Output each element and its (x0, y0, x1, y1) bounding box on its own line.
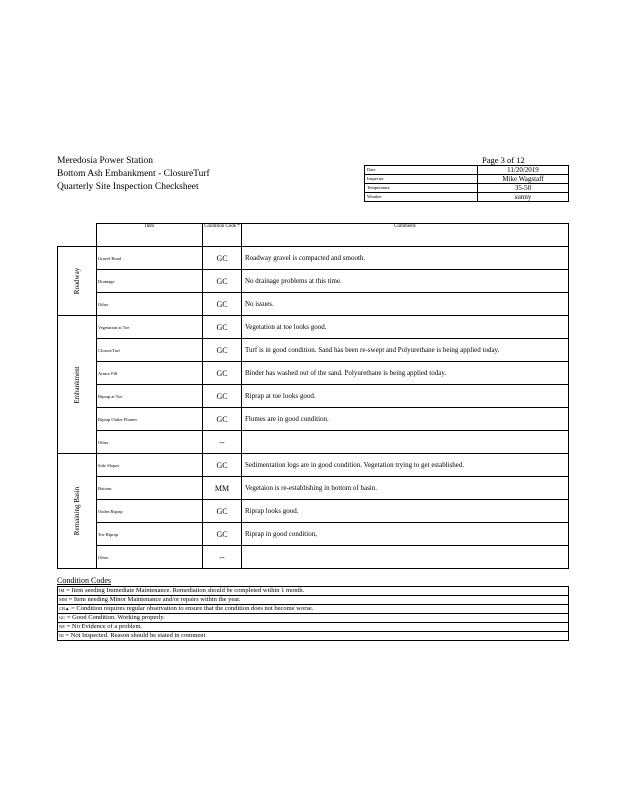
code-cell: GC (203, 408, 242, 431)
info-value: 35-50 (478, 184, 569, 193)
comment-cell: Riprap in good condition, (242, 523, 569, 546)
item-cell: Other (97, 546, 203, 569)
info-value: Mike Wagstaff (478, 175, 569, 184)
project-name: Bottom Ash Embankment - ClosureTurf (57, 169, 210, 179)
code-abbr: NE (59, 624, 65, 629)
condition-codes-table (57, 586, 569, 641)
item-cell: Armor Fill (97, 362, 203, 385)
code-cell: GC (203, 523, 242, 546)
table-row (58, 293, 569, 316)
comments-column-header: Comments (242, 224, 569, 247)
station-name: Meredosia Power Station (57, 156, 154, 166)
item-cell: Gravel Road (97, 247, 203, 270)
comment-cell: Turf is in good condition. Sand has been re-swept and Polyurethane is being applied today. (242, 339, 569, 362)
code-abbr: NI (59, 633, 64, 638)
table-row (58, 431, 569, 454)
code-abbr: CB▲ (59, 606, 70, 611)
comment-cell: Sedimentation logs are in good condition. Vegetation trying to get established. (242, 454, 569, 477)
table-row (58, 339, 569, 362)
code-cell: GC (203, 500, 242, 523)
comment-cell: No issues. (242, 293, 569, 316)
table-row (58, 270, 569, 293)
item-cell: Riprap at Toe (97, 385, 203, 408)
table-row (58, 523, 569, 546)
table-header-row (58, 224, 569, 247)
code-cell: GC (203, 316, 242, 339)
comment-cell: No drainage problems at this time. (242, 270, 569, 293)
info-label: Weather (365, 193, 478, 202)
section-remaining-basin (58, 454, 97, 569)
comment-cell: Vegetaion is re-establishing in bottom of basin. (242, 477, 569, 500)
table-row (58, 500, 569, 523)
table-row (58, 546, 569, 569)
item-cell: Other (97, 431, 203, 454)
table-row (58, 362, 569, 385)
comment-cell: Riprap looks good. (242, 500, 569, 523)
code-cell: GC (203, 339, 242, 362)
code-cell: -- (203, 546, 242, 569)
table-row (58, 316, 569, 339)
table-row (58, 385, 569, 408)
page-number: Page 3 of 12 (482, 155, 525, 165)
section-label: Roadway (73, 267, 81, 295)
section-label: Embankment (73, 365, 81, 404)
item-cell: Toe Riprap (97, 523, 203, 546)
comment-cell: Roadway gravel is compacted and smooth. (242, 247, 569, 270)
inspection-info-table (364, 165, 569, 202)
code-abbr: IM (59, 588, 65, 593)
item-cell: Bottom (97, 477, 203, 500)
section-label: Remaining Basin (73, 486, 81, 536)
sheet-title: Quarterly Site Inspection Checksheet (57, 182, 199, 192)
code-cell: GC (203, 385, 242, 408)
table-row (58, 454, 569, 477)
comment-cell (242, 431, 569, 454)
code-row (58, 587, 569, 596)
code-desc: = Item needing Minor Maintenance and/or repairs within the year. (68, 596, 241, 603)
code-cell: MM (203, 477, 242, 500)
code-cell: GC (203, 247, 242, 270)
code-cell: -- (203, 431, 242, 454)
info-label: Inspector (365, 175, 478, 184)
info-label: Date (365, 166, 478, 175)
item-cell: Outlet Riprap (97, 500, 203, 523)
code-desc: = Not Inspected. Reason should be stated in comment (65, 632, 206, 639)
code-abbr: MM (59, 597, 68, 602)
item-column-header: Item (97, 224, 203, 247)
code-desc: = Good Condition. Working properly. (66, 614, 165, 621)
info-value: 11/20/2019 (478, 166, 569, 175)
item-cell: Side Slopes (97, 454, 203, 477)
item-cell: Drainage (97, 270, 203, 293)
comment-cell: Vegetation at toe looks good. (242, 316, 569, 339)
info-value: sunny (478, 193, 569, 202)
code-row (58, 623, 569, 632)
code-cell: GC (203, 293, 242, 316)
header-block (57, 155, 210, 194)
code-desc: = Condition requires regular observation to ensure that the condition does not become worse. (71, 605, 314, 612)
comment-cell: Flumes are in good condition. (242, 408, 569, 431)
comment-cell (242, 546, 569, 569)
item-cell: Other (97, 293, 203, 316)
code-row (58, 632, 569, 641)
table-row (58, 247, 569, 270)
code-desc: = No Evidence of a problem. (66, 623, 143, 630)
code-row (58, 614, 569, 623)
inspection-table (57, 223, 569, 569)
code-cell: GC (203, 454, 242, 477)
code-cell: GC (203, 270, 242, 293)
code-abbr: GC (59, 615, 66, 620)
code-row (58, 596, 569, 605)
table-row (58, 408, 569, 431)
comment-cell: Binder has washed out of the sand. Polyurethane is being applied today. (242, 362, 569, 385)
section-embankment (58, 316, 97, 454)
condition-codes-title: Condition Codes (57, 576, 112, 585)
section-roadway (58, 247, 97, 316)
table-row (58, 477, 569, 500)
code-desc: = Item seeding Immediate Maintenance. Remediation should be completed within 1 month. (66, 587, 305, 594)
info-label: Temperature (365, 184, 478, 193)
code-cell: GC (203, 362, 242, 385)
item-cell: ClosureTurf (97, 339, 203, 362)
item-cell: Vegetation at Toe (97, 316, 203, 339)
item-cell: Riprap Outlet Flumes (97, 408, 203, 431)
code-column-header: Condition Code * (203, 224, 242, 247)
comment-cell: Riprap at toe looks good. (242, 385, 569, 408)
code-row (58, 605, 569, 614)
